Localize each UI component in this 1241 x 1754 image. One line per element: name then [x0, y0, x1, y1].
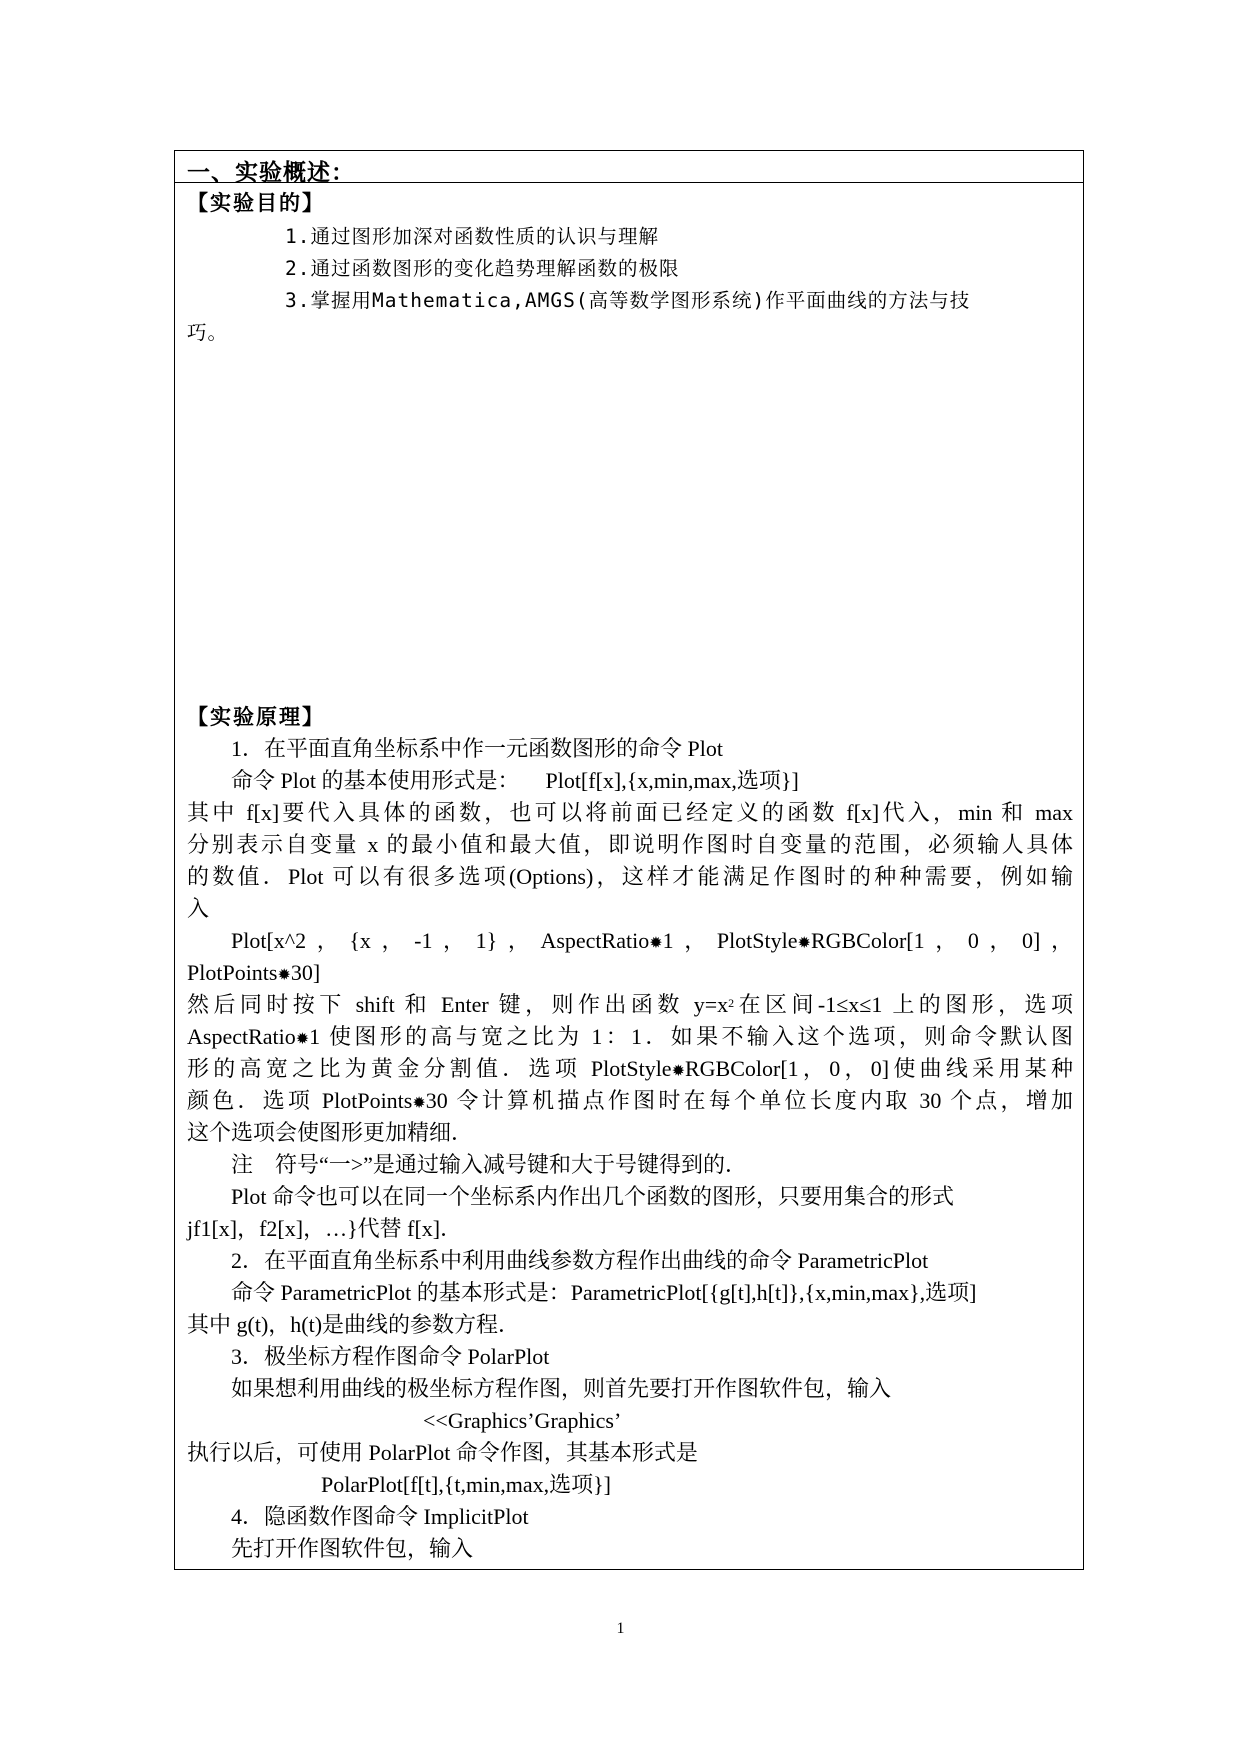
principle-line: 如果想利用曲线的极坐标方程作图，则首先要打开作图软件包，输入 [231, 1376, 892, 1401]
purpose-item-3: 3.掌握用Mathematica,AMGS(高等数学图形系统)作平面曲线的方法与技 [285, 289, 971, 312]
section-title: 一、实验概述： [187, 160, 355, 186]
principle-line: 1．在平面直角坐标系中作一元函数图形的命令 Plot [231, 736, 723, 761]
arrow-symbol-icon: ✹ [277, 967, 291, 984]
principle-line: 3．极坐标方程作图命令 PolarPlot [231, 1344, 550, 1369]
principle-line: Plot[x^2，{x，-1，1}，AspectRatio✹1，PlotStyle✹RGBColor[1，0，0]， [231, 928, 1073, 953]
principle-line: <<Graphics’Graphics’ [423, 1408, 622, 1433]
principle-line: Plot 命令也可以在同一个坐标系内作出几个函数的图形，只要用集合的形式 [231, 1184, 954, 1209]
arrow-symbol-icon: ✹ [797, 935, 811, 952]
principle-line: 命令 ParametricPlot 的基本形式是：ParametricPlot[{g[t],h[t]},{x,min,max},选项] [231, 1280, 977, 1305]
principle-line: 的数值．Plot 可以有很多选项(Options)，这样才能满足作图时的种种需要，例如输 [187, 864, 1073, 889]
purpose-item-3-cont: 巧。 [187, 321, 229, 344]
principle-line: AspectRatio✹1 使图形的高与宽之比为 1：1．如果不输入这个选项，则命令默认图 [187, 1024, 1073, 1049]
purpose-item-1: 1.通过图形加深对函数性质的认识与理解 [285, 225, 659, 248]
arrow-symbol-icon: ✹ [649, 935, 663, 952]
principle-line: 命令 Plot 的基本使用形式是： Plot[f[x],{x,min,max,选项}] [231, 768, 799, 793]
section-header-row [175, 151, 1083, 186]
principle-line: 这个选项会使图形更加精细． [187, 1120, 474, 1145]
principle-line: 执行以后，可使用 PolarPlot 命令作图，其基本形式是 [187, 1440, 698, 1465]
principle-line: 2．在平面直角坐标系中利用曲线参数方程作出曲线的命令 ParametricPlot [231, 1248, 929, 1273]
principle-line: PolarPlot[f[t],{t,min,max,选项}] [321, 1472, 611, 1497]
principle-line: 其中 f[x]要代入具体的函数，也可以将前面已经定义的函数 f[x]代入，min 和 max [187, 800, 1073, 825]
arrow-symbol-icon: ✹ [295, 1031, 310, 1048]
page-number: 1 [616, 1620, 625, 1637]
principle-heading: 【实验原理】 [187, 705, 325, 729]
principle-line: 形的高宽之比为黄金分割值．选项 PlotStyle✹RGBColor[1，0，0]使曲线采用某种 [187, 1056, 1073, 1081]
principle-line: 4．隐函数作图命令 ImplicitPlot [231, 1504, 529, 1529]
principle-line: 其中 g(t)，h(t)是曲线的参数方程． [187, 1312, 521, 1337]
document-table [174, 150, 1084, 1570]
arrow-symbol-icon: ✹ [671, 1063, 685, 1080]
principle-line: 入 [187, 896, 210, 921]
principle-line: 分别表示自变量 x 的最小值和最大值，即说明作图时自变量的范围，必须输人具体 [187, 832, 1073, 857]
principle-line: PlotPoints✹30] [187, 960, 321, 985]
principle-line: 然后同时按下 shift 和 Enter 键，则作出函数 $y=x^2$在区间-1≤x≤1 上的图形，选项 [187, 992, 1073, 1017]
purpose-item-2: 2.通过函数图形的变化趋势理解函数的极限 [285, 257, 680, 280]
principle-line: jf1[x]，f2[x]，…}代替 f[x]． [187, 1216, 463, 1241]
principle-line: 先打开作图软件包，输入 [231, 1536, 474, 1561]
arrow-symbol-icon: ✹ [412, 1095, 426, 1112]
principle-line: 颜色．选项 PlotPoints✹30 令计算机描点作图时在每个单位长度内取 30 个点，增加 [187, 1088, 1073, 1113]
purpose-heading: 【实验目的】 [187, 191, 325, 215]
principle-line: 注 符号“一>”是通过输入减号键和大于号键得到的． [231, 1152, 747, 1177]
